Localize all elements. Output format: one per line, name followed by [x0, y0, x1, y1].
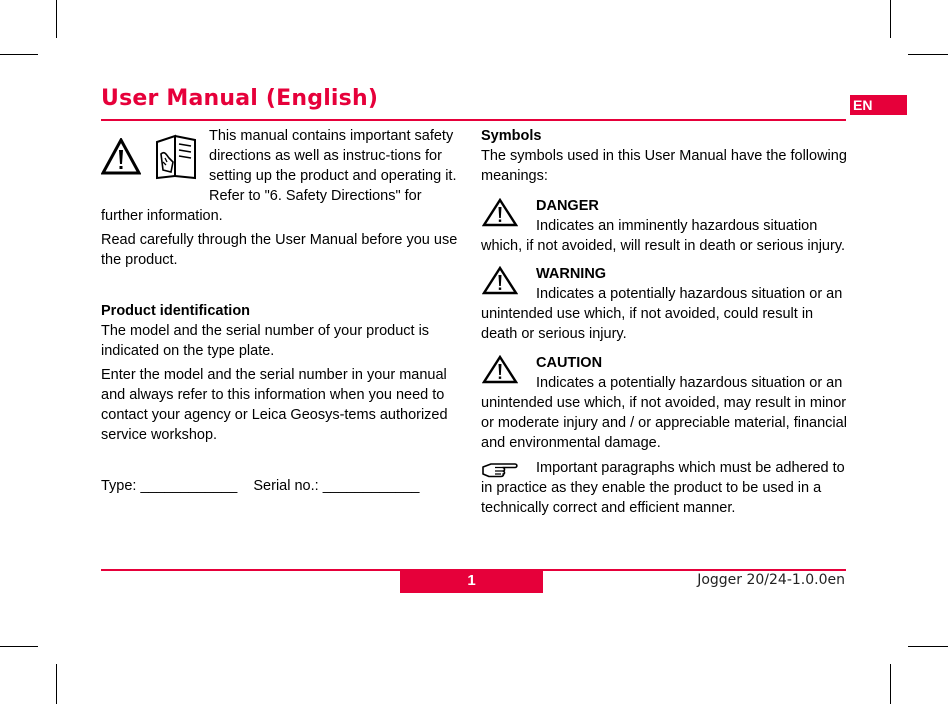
symbols-intro: The symbols used in this User Manual have the following meanings: [481, 148, 847, 184]
warning-text: Indicates a potentially hazardous situation or an unintended use which, if not avoided, could result in death or serious injury. [481, 286, 843, 342]
warning-triangle-icon [482, 266, 518, 296]
crop-mark [56, 0, 57, 38]
product-identification-heading: Product identification [101, 303, 251, 319]
crop-mark [908, 54, 948, 55]
warning-triangle-icon [482, 198, 518, 228]
intro-paragraph: This manual contains important safety directions as well as instruc-tions for setting up the product and operating it. Refer to "6. Safety Directions" for further information. [101, 128, 457, 224]
crop-mark [56, 664, 57, 704]
crop-mark [890, 0, 891, 38]
serial-field-label: Serial no.: ____________ [253, 478, 420, 494]
crop-mark [908, 646, 948, 647]
read-manual-icon [153, 132, 199, 180]
pointing-hand-icon [481, 460, 519, 478]
caution-title: CAUTION [536, 355, 603, 371]
danger-entry [481, 196, 848, 256]
caution-text: Indicates a potentially hazardous situation or an unintended use which, if not avoided, may result in minor or moderate injury and / or appreciable material, financial and environmental damage. [481, 375, 847, 451]
warning-triangle-icon [482, 355, 518, 385]
crop-mark [890, 664, 891, 704]
crop-mark [0, 646, 38, 647]
warning-triangle-icon [101, 138, 141, 176]
document-id: Jogger 20/24-1.0.0en [697, 572, 845, 588]
important-entry [481, 458, 848, 518]
intro-icons [101, 126, 209, 188]
left-column [101, 126, 463, 496]
danger-text: Indicates an imminently hazardous situation which, if not avoided, will result in death or serious injury. [481, 218, 846, 254]
caution-entry [481, 353, 848, 453]
crop-mark [0, 54, 38, 55]
danger-title: DANGER [536, 198, 599, 214]
important-text: Important paragraphs which must be adhered to in practice as they enable the product to be used in a technically correct and efficient manner. [481, 460, 845, 516]
warning-title: WARNING [536, 266, 607, 282]
product-identification-instructions: Enter the model and the serial number in your manual and always refer to this information when you need to contact your agency or Leica Geosys-tems authorized service workshop. [101, 367, 448, 443]
language-badge: EN [850, 95, 907, 115]
page-number: 1 [400, 571, 543, 593]
page-title: User Manual (English) [101, 86, 379, 111]
read-instruction-paragraph: Read carefully through the User Manual before you use the product. [101, 232, 458, 268]
type-field-label: Type: ____________ [101, 478, 238, 494]
symbols-heading: Symbols [481, 128, 542, 144]
product-identification-text: The model and the serial number of your product is indicated on the type plate. [101, 323, 430, 359]
right-column [481, 126, 848, 518]
type-serial-line [101, 476, 463, 496]
warning-entry [481, 264, 848, 344]
title-divider [101, 119, 846, 121]
